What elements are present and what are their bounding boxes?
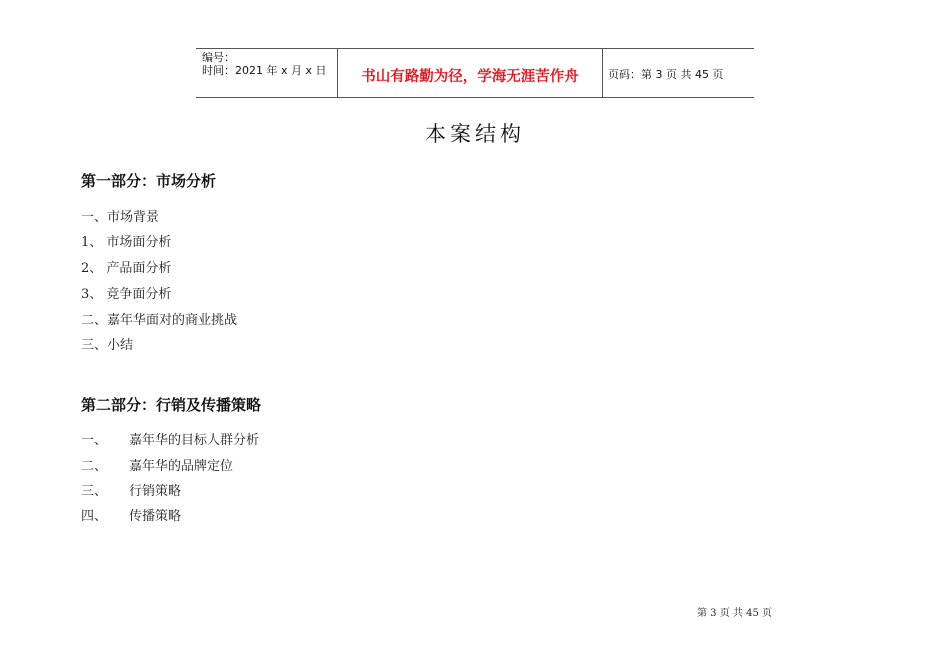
list-marker: 一、 — [81, 433, 108, 448]
list-item — [81, 505, 181, 524]
list-item — [81, 206, 159, 225]
list-item — [81, 455, 233, 474]
list-item — [81, 429, 259, 448]
page-header — [196, 48, 754, 98]
list-marker: 三、 — [81, 484, 108, 499]
list-item-text: 小结 — [107, 338, 134, 353]
header-motto: 书山有路勤为径，学海无涯苦作舟 — [361, 68, 579, 85]
list-item-text: 竞争面分析 — [106, 287, 172, 302]
list-marker: 二、 — [81, 459, 108, 474]
list-item — [81, 480, 181, 499]
list-item — [81, 309, 237, 328]
list-item-text: 嘉年华面对的商业挑战 — [107, 313, 238, 328]
header-page-cell — [602, 49, 754, 97]
list-item — [81, 334, 133, 353]
list-marker: 二、 — [81, 313, 108, 328]
header-page-code: 页码：第 3 页 共 45 页 — [608, 68, 724, 81]
list-item-text: 市场面分析 — [106, 235, 172, 250]
list-marker: 1、 — [81, 235, 107, 250]
time-label: 时间：2021 年 x 月 x 日 — [202, 64, 327, 77]
list-item-text: 传播策略 — [129, 509, 182, 524]
list-marker: 3、 — [81, 287, 107, 302]
section-heading-part1: 第一部分：市场分析 — [81, 172, 217, 190]
header-meta — [196, 49, 337, 97]
list-marker: 一、 — [81, 210, 108, 225]
section-heading-part2: 第二部分：行销及传播策略 — [81, 396, 262, 414]
list-item — [81, 283, 171, 302]
number-label: 编号： — [202, 51, 235, 64]
header-motto-cell — [337, 49, 603, 97]
list-marker: 三、 — [81, 338, 108, 353]
document-title: 本案结构 — [425, 122, 525, 146]
list-item-text: 行销策略 — [129, 484, 182, 499]
list-item-text: 产品面分析 — [106, 261, 172, 276]
footer-page-number: 第 3 页 共 45 页 — [697, 608, 772, 619]
list-item-text: 市场背景 — [107, 210, 160, 225]
list-marker: 2、 — [81, 261, 107, 276]
list-item — [81, 231, 171, 250]
list-marker: 四、 — [81, 509, 108, 524]
list-item — [81, 257, 171, 276]
list-item-text: 嘉年华的品牌定位 — [129, 459, 234, 474]
list-item-text: 嘉年华的目标人群分析 — [129, 433, 260, 448]
